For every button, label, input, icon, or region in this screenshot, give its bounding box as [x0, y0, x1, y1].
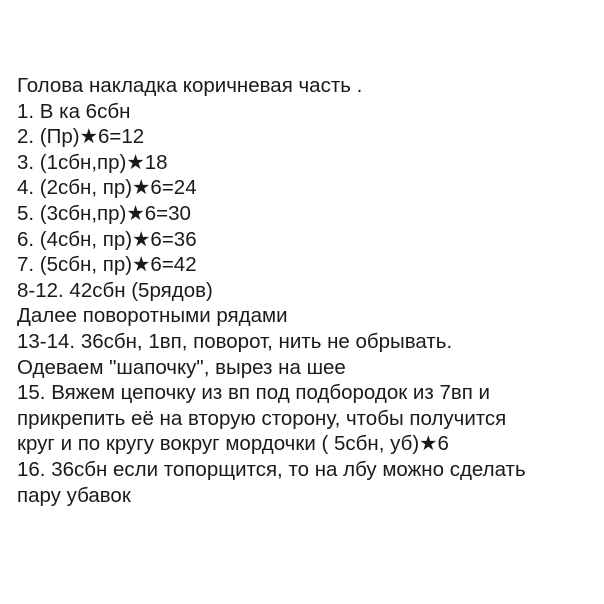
pattern-row-1: 1. В ка 6сбн — [17, 99, 131, 123]
pattern-row-5: 5. (3сбн,пр)★6=30 — [17, 201, 191, 225]
section-note: Далее поворотными рядами — [17, 304, 288, 328]
pattern-row-15: 15. Вяжем цепочку из вп под подбородок из 7вп и — [17, 381, 490, 405]
pattern-row-16: 16. 36сбн если топорщится, то на лбу можно сделать — [17, 457, 526, 481]
pattern-row-16-cont: пару убавок — [17, 483, 131, 507]
pattern-row-6: 6. (4сбн, пр)★6=36 — [17, 227, 197, 251]
pattern-row-3: 3. (1сбн,пр)★18 — [17, 150, 168, 174]
pattern-row-2: 2. (Пр)★6=12 — [17, 125, 145, 149]
instruction-line: Одеваем "шапочку", вырез на шее — [17, 355, 346, 379]
pattern-row-7: 7. (5сбн, пр)★6=42 — [17, 253, 197, 277]
pattern-row-8-12: 8-12. 42сбн (5рядов) — [17, 278, 213, 302]
pattern-title: Голова накладка коричневая часть . — [17, 74, 363, 97]
pattern-row-13-14: 13-14. 36сбн, 1вп, поворот, нить не обрывать. — [17, 329, 453, 353]
pattern-row-4: 4. (2сбн, пр)★6=24 — [17, 176, 197, 200]
pattern-row-15-cont-1: прикрепить её на вторую сторону, чтобы получится — [17, 406, 507, 430]
pattern-text — [17, 73, 597, 508]
pattern-row-15-cont-2: круг и по кругу вокруг мордочки ( 5сбн, уб)★6 — [17, 432, 449, 456]
